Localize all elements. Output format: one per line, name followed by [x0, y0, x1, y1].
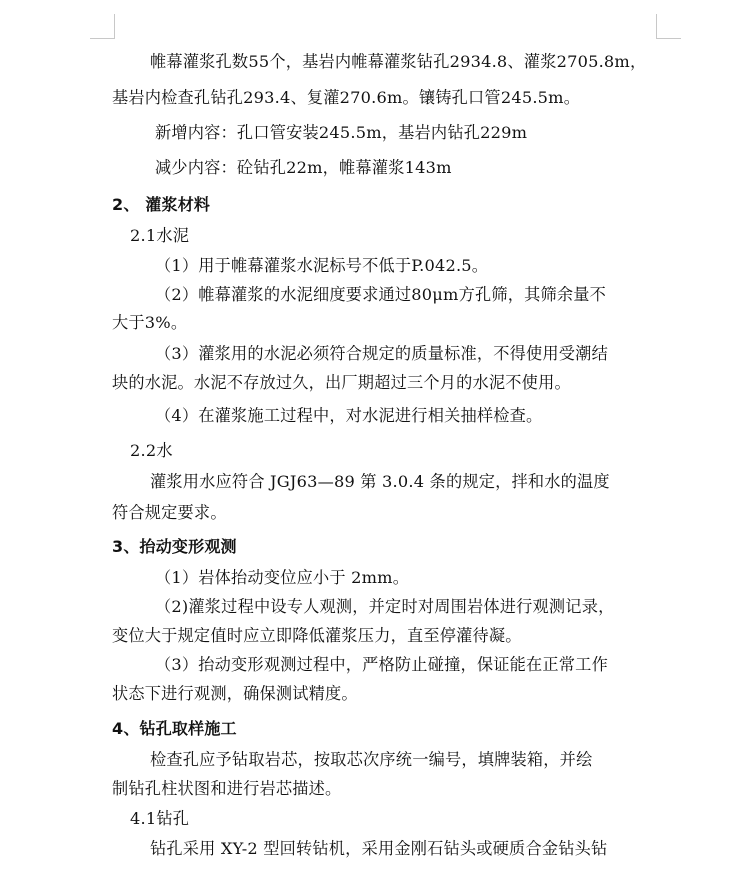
- paragraph-line: 状态下进行观测，确保测试精度。: [112, 684, 358, 703]
- paragraph-line: 灌浆用水应符合 JGJ63—89 第 3.0.4 条的规定，拌和水的温度: [150, 472, 610, 491]
- list-item: （1）岩体抬动变位应小于 2mm。: [155, 568, 410, 587]
- paragraph-line: 钻孔采用 XY-2 型回转钻机，采用金刚石钻头或硬质合金钻头钻: [150, 839, 608, 858]
- subsection-heading: 4.1钻孔: [130, 809, 190, 828]
- list-item: （4）在灌浆施工过程中，对水泥进行相关抽样检查。: [155, 406, 543, 425]
- subsection-heading: 2.2水: [130, 441, 173, 460]
- list-item: （3）灌浆用的水泥必须符合规定的质量标准，不得使用受潮结: [155, 344, 608, 363]
- paragraph-line: 大于3%。: [112, 313, 188, 332]
- section-heading: 3、抬动变形观测: [112, 537, 237, 556]
- subsection-heading: 2.1水泥: [130, 226, 190, 245]
- paragraph-line: 符合规定要求。: [112, 503, 227, 522]
- paragraph-line: 检查孔应予钻取岩芯，按取芯次序统一编号，填牌装箱，并绘: [150, 750, 593, 769]
- page-corner-mark-top-right: [656, 14, 681, 39]
- list-item: （3）抬动变形观测过程中，严格防止碰撞，保证能在正常工作: [155, 655, 608, 674]
- paragraph-line: 制钻孔柱状图和进行岩芯描述。: [112, 779, 342, 798]
- page-corner-mark-top-left: [90, 14, 115, 39]
- paragraph-line: 帷幕灌浆孔数55个，基岩内帷幕灌浆钻孔2934.8、灌浆2705.8m，: [150, 52, 647, 71]
- paragraph-line: 块的水泥。水泥不存放过久，出厂期超过三个月的水泥不使用。: [112, 373, 571, 392]
- paragraph-line: 基岩内检查孔钻孔293.4、复灌270.6m。镶铸孔口管245.5m。: [112, 88, 581, 107]
- list-item: （2)灌浆过程中设专人观测，并定时对周围岩体进行观测记录，: [155, 597, 615, 616]
- paragraph-line: 新增内容：孔口管安装245.5m，基岩内钻孔229m: [155, 123, 528, 142]
- list-item: （1）用于帷幕灌浆水泥标号不低于P.042.5。: [155, 256, 489, 275]
- list-item: （2）帷幕灌浆的水泥细度要求通过80μm方孔筛，其筛余量不: [155, 285, 607, 304]
- paragraph-line: 变位大于规定值时应立即降低灌浆压力，直至停灌待凝。: [112, 626, 522, 645]
- section-heading: 4、钻孔取样施工: [112, 719, 237, 738]
- section-heading: 2、 灌浆材料: [112, 195, 211, 214]
- paragraph-line: 减少内容：砼钻孔22m，帷幕灌浆143m: [155, 158, 452, 177]
